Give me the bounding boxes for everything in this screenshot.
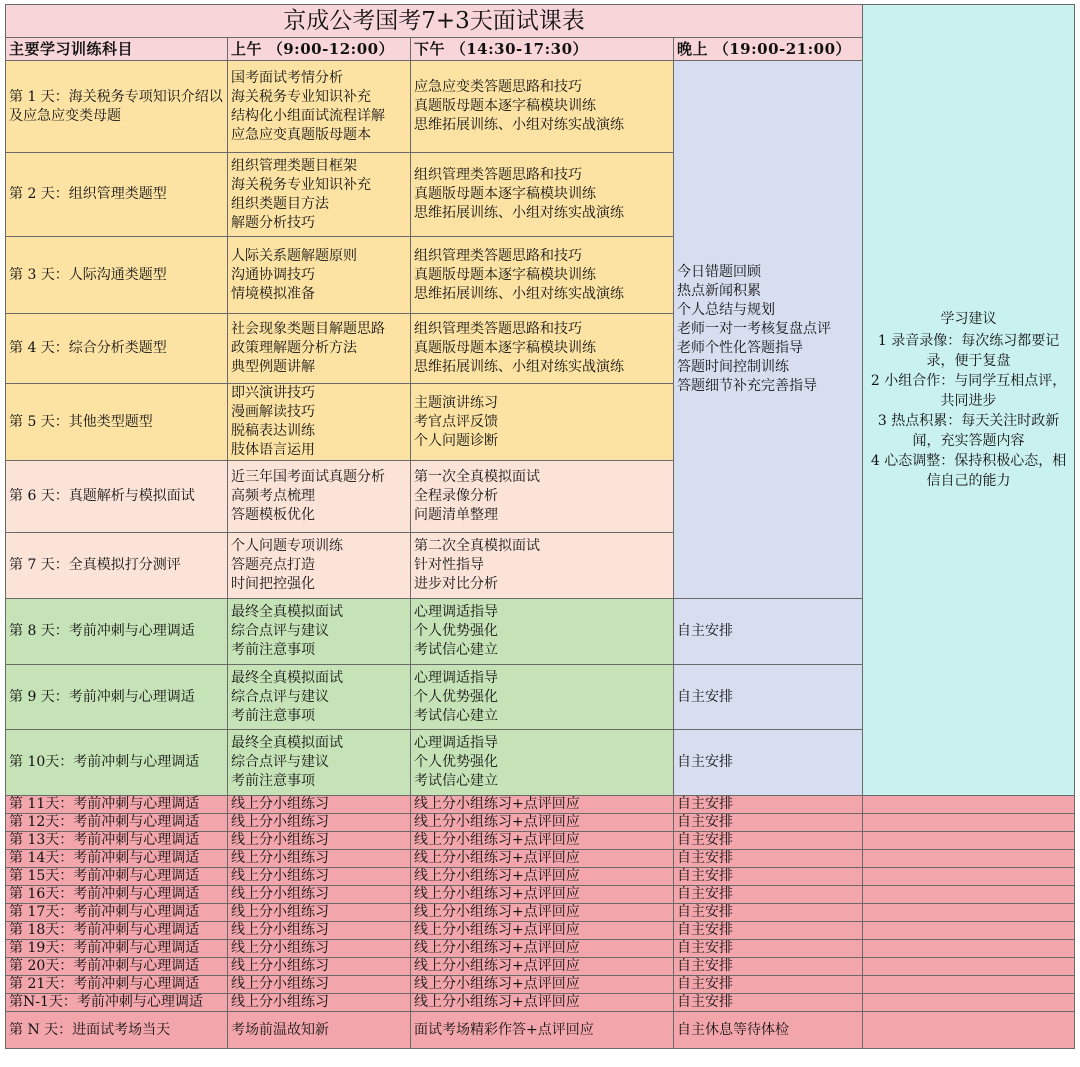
afternoon-cell-line: 心理调适指导 (414, 669, 498, 686)
evening-cell: 自主安排 (674, 665, 863, 730)
morning-cell-line: 考前注意事项 (231, 642, 315, 658)
evening-cell: 自主安排 (674, 940, 863, 958)
morning-cell-line: 人际关系题解题原则 (231, 247, 357, 264)
evening-cell: 自主休息等待体检 (674, 1012, 863, 1049)
advice-heading: 学习建议 (940, 311, 997, 327)
online-day-row (6, 922, 1075, 940)
online-day-row (6, 994, 1075, 1012)
afternoon-cell (411, 533, 674, 599)
day-subject: 第 10天：考前冲刺与心理调适 (6, 730, 228, 796)
morning-cell-line: 个人问题专项训练 (231, 538, 343, 554)
morning-cell-line: 海关税务专业知识补充 (231, 88, 371, 105)
day-cell: 第 N 天：进面试考场当天 (6, 1012, 228, 1049)
empty-cell (863, 832, 1075, 850)
morning-cell: 线上分小组练习 (228, 868, 411, 886)
morning-cell-line: 应急应变真题版母题本 (231, 126, 371, 143)
day-cell: 第 20天：考前冲刺与心理调适 (6, 958, 228, 976)
morning-cell (228, 153, 411, 237)
morning-cell-line: 解题分析技巧 (231, 214, 315, 231)
morning-cell (228, 61, 411, 153)
afternoon-cell: 线上分小组练习+点评回应 (411, 994, 674, 1012)
empty-cell (863, 958, 1075, 976)
afternoon-cell: 线上分小组练习+点评回应 (411, 832, 674, 850)
evening-cell: 自主安排 (674, 730, 863, 796)
online-day-row (6, 940, 1075, 958)
afternoon-cell-line: 针对性指导 (414, 557, 484, 573)
online-day-row (6, 976, 1075, 994)
morning-cell-line: 最终全真模拟面试 (231, 669, 343, 686)
morning-cell-line: 即兴演讲技巧 (231, 385, 315, 401)
morning-cell: 线上分小组练习 (228, 994, 411, 1012)
afternoon-cell-line: 真题版母题本逐字稿模块训练 (414, 266, 596, 283)
evening-block-line: 答题细节补充完善指导 (677, 378, 817, 394)
morning-cell-line: 答题亮点打造 (231, 557, 315, 573)
header-afternoon: 下午 （14:30-17:30） (411, 38, 674, 61)
afternoon-cell: 线上分小组练习+点评回应 (411, 922, 674, 940)
morning-cell: 线上分小组练习 (228, 922, 411, 940)
morning-cell-line: 组织类题目方法 (231, 195, 329, 212)
day-subject: 第 5 天：其他类型题型 (6, 384, 228, 461)
morning-cell-line: 政策理解题分析方法 (231, 340, 357, 356)
morning-cell-line: 漫画解读技巧 (231, 404, 315, 420)
morning-cell-line: 沟通协调技巧 (231, 266, 315, 283)
day-cell: 第 14天：考前冲刺与心理调适 (6, 850, 228, 868)
afternoon-cell: 线上分小组练习+点评回应 (411, 940, 674, 958)
morning-cell: 考场前温故知新 (228, 1012, 411, 1049)
afternoon-cell-line: 考官点评反馈 (414, 413, 498, 430)
morning-cell (228, 314, 411, 384)
empty-cell (863, 868, 1075, 886)
afternoon-cell-line: 考试信心建立 (414, 642, 498, 658)
evening-block-line: 个人总结与规划 (677, 302, 775, 318)
header-evening: 晚上 （19:00-21:00） (674, 38, 863, 61)
afternoon-cell (411, 384, 674, 461)
afternoon-cell-line: 思维拓展训练、小组对练实战演练 (414, 205, 624, 221)
empty-cell (863, 922, 1075, 940)
morning-cell: 线上分小组练习 (228, 832, 411, 850)
afternoon-cell (411, 665, 674, 730)
day-subject: 第 3 天：人际沟通类题型 (6, 237, 228, 314)
morning-cell-line: 综合点评与建议 (231, 754, 329, 770)
afternoon-cell: 线上分小组练习+点评回应 (411, 814, 674, 832)
afternoon-cell: 面试考场精彩作答+点评回应 (411, 1012, 674, 1049)
day-subject: 第 6 天：真题解析与模拟面试 (6, 461, 228, 533)
day-cell: 第 21天：考前冲刺与心理调适 (6, 976, 228, 994)
morning-cell (228, 730, 411, 796)
afternoon-cell-line: 个人问题诊断 (414, 432, 498, 449)
morning-cell: 线上分小组练习 (228, 976, 411, 994)
afternoon-cell-line: 心理调适指导 (414, 604, 498, 620)
morning-cell-line: 时间把控强化 (231, 576, 315, 592)
afternoon-cell-line: 心理调适指导 (414, 735, 498, 751)
morning-cell: 线上分小组练习 (228, 886, 411, 904)
day-subject: 第 1 天：海关税务专项知识介绍以及应急应变类母题 (6, 61, 228, 153)
afternoon-cell-line: 考试信心建立 (414, 773, 498, 789)
afternoon-cell-line: 全程录像分析 (414, 488, 498, 504)
afternoon-cell (411, 599, 674, 665)
evening-block (674, 61, 863, 599)
morning-cell-line: 海关税务专业知识补充 (231, 176, 371, 193)
online-day-row (6, 904, 1075, 922)
afternoon-cell: 线上分小组练习+点评回应 (411, 976, 674, 994)
morning-cell-line: 肢体语言运用 (231, 442, 315, 458)
day-cell: 第 18天：考前冲刺与心理调适 (6, 922, 228, 940)
morning-cell-line: 考前注意事项 (231, 707, 315, 724)
morning-cell (228, 384, 411, 461)
evening-block-line: 今日错题回顾 (677, 264, 761, 280)
day-cell: 第 12天：考前冲刺与心理调适 (6, 814, 228, 832)
day-cell: 第N-1天：考前冲刺与心理调适 (6, 994, 228, 1012)
afternoon-cell (411, 730, 674, 796)
afternoon-cell-line: 思维拓展训练、小组对练实战演练 (414, 285, 624, 302)
afternoon-cell-line: 组织管理类答题思路和技巧 (414, 321, 582, 337)
afternoon-cell: 线上分小组练习+点评回应 (411, 796, 674, 814)
afternoon-cell-line: 思维拓展训练、小组对练实战演练 (414, 117, 624, 133)
day-subject: 第 8 天：考前冲刺与心理调适 (6, 599, 228, 665)
afternoon-cell: 线上分小组练习+点评回应 (411, 958, 674, 976)
morning-cell (228, 533, 411, 599)
evening-cell: 自主安排 (674, 904, 863, 922)
afternoon-cell-line: 考试信心建立 (414, 707, 498, 724)
advice-item: 4 心态调整：保持积极心态，相信自己的能力 (870, 453, 1067, 489)
afternoon-cell-line: 个人优势强化 (414, 754, 498, 770)
day-cell: 第 19天：考前冲刺与心理调适 (6, 940, 228, 958)
evening-cell: 自主安排 (674, 599, 863, 665)
afternoon-cell-line: 进步对比分析 (414, 576, 498, 592)
morning-cell-line: 综合点评与建议 (231, 688, 329, 705)
morning-cell-line: 脱稿表达训练 (231, 423, 315, 439)
morning-cell-line: 近三年国考面试真题分析 (231, 469, 385, 485)
online-day-row (6, 886, 1075, 904)
empty-cell (863, 886, 1075, 904)
afternoon-cell-line: 思维拓展训练、小组对练实战演练 (414, 359, 624, 375)
study-advice (863, 5, 1075, 796)
morning-cell (228, 665, 411, 730)
day-cell: 第 13天：考前冲刺与心理调适 (6, 832, 228, 850)
empty-cell (863, 994, 1075, 1012)
afternoon-cell-line: 第一次全真模拟面试 (414, 469, 540, 485)
afternoon-cell: 线上分小组练习+点评回应 (411, 850, 674, 868)
morning-cell (228, 461, 411, 533)
morning-cell-line: 结构化小组面试流程详解 (231, 107, 385, 124)
day-subject: 第 4 天：综合分析类题型 (6, 314, 228, 384)
afternoon-cell-line: 真题版母题本逐字稿模块训练 (414, 340, 596, 356)
morning-cell: 线上分小组练习 (228, 940, 411, 958)
morning-cell-line: 答题模板优化 (231, 507, 315, 523)
empty-cell (863, 850, 1075, 868)
morning-cell: 线上分小组练习 (228, 904, 411, 922)
online-day-row (6, 832, 1075, 850)
header-subject: 主要学习训练科目 (6, 38, 228, 61)
evening-cell: 自主安排 (674, 796, 863, 814)
morning-cell-line: 最终全真模拟面试 (231, 604, 343, 620)
schedule-sheet (5, 4, 1075, 1049)
evening-cell: 自主安排 (674, 958, 863, 976)
sheet-title: 京成公考国考7+3天面试课表 (6, 5, 863, 38)
empty-cell (863, 976, 1075, 994)
evening-cell: 自主安排 (674, 850, 863, 868)
day-cell: 第 16天：考前冲刺与心理调适 (6, 886, 228, 904)
morning-cell: 线上分小组练习 (228, 814, 411, 832)
online-day-row (6, 796, 1075, 814)
advice-item: 1 录音录像：每次练习都要记录，便于复盘 (877, 333, 1060, 369)
afternoon-cell-line: 真题版母题本逐字稿模块训练 (414, 186, 596, 202)
empty-cell (863, 904, 1075, 922)
afternoon-cell (411, 237, 674, 314)
empty-cell (863, 796, 1075, 814)
afternoon-cell-line: 个人优势强化 (414, 688, 498, 705)
afternoon-cell-line: 问题清单整理 (414, 507, 498, 523)
evening-cell: 自主安排 (674, 922, 863, 940)
morning-cell (228, 599, 411, 665)
empty-cell (863, 940, 1075, 958)
afternoon-cell-line: 第二次全真模拟面试 (414, 538, 540, 554)
final-day-row (6, 1012, 1075, 1049)
morning-cell (228, 237, 411, 314)
afternoon-cell-line: 主题演讲练习 (414, 394, 498, 411)
afternoon-cell-line: 应急应变类答题思路和技巧 (414, 79, 582, 95)
day-cell: 第 15天：考前冲刺与心理调适 (6, 868, 228, 886)
evening-cell: 自主安排 (674, 886, 863, 904)
afternoon-cell-line: 组织管理类答题思路和技巧 (414, 247, 582, 264)
schedule-table (5, 4, 1075, 1049)
afternoon-cell-line: 个人优势强化 (414, 623, 498, 639)
empty-cell (863, 1012, 1075, 1049)
morning-cell: 线上分小组练习 (228, 958, 411, 976)
header-morning: 上午 （9:00-12:00） (228, 38, 411, 61)
afternoon-cell: 线上分小组练习+点评回应 (411, 886, 674, 904)
evening-cell: 自主安排 (674, 868, 863, 886)
afternoon-cell (411, 461, 674, 533)
evening-cell: 自主安排 (674, 832, 863, 850)
online-day-row (6, 868, 1075, 886)
morning-cell-line: 最终全真模拟面试 (231, 735, 343, 751)
evening-cell: 自主安排 (674, 976, 863, 994)
online-day-row (6, 814, 1075, 832)
morning-cell-line: 组织管理类题目框架 (231, 157, 357, 174)
evening-block-line: 热点新闻积累 (677, 283, 761, 299)
empty-cell (863, 814, 1075, 832)
afternoon-cell: 线上分小组练习+点评回应 (411, 904, 674, 922)
advice-item: 3 热点积累：每天关注时政新闻，充实答题内容 (877, 413, 1060, 449)
evening-cell: 自主安排 (674, 994, 863, 1012)
evening-block-line: 老师个性化答题指导 (677, 340, 803, 356)
afternoon-cell-line: 组织管理类答题思路和技巧 (414, 167, 582, 183)
evening-block-line: 老师一对一考核复盘点评 (677, 321, 831, 337)
day-subject: 第 7 天：全真模拟打分测评 (6, 533, 228, 599)
morning-cell: 线上分小组练习 (228, 796, 411, 814)
evening-block-line: 答题时间控制训练 (677, 359, 789, 375)
day-cell: 第 17天：考前冲刺与心理调适 (6, 904, 228, 922)
afternoon-cell (411, 61, 674, 153)
morning-cell-line: 考前注意事项 (231, 773, 315, 789)
morning-cell-line: 高频考点梳理 (231, 488, 315, 504)
online-day-row (6, 850, 1075, 868)
day-subject: 第 9 天：考前冲刺与心理调适 (6, 665, 228, 730)
afternoon-cell (411, 153, 674, 237)
morning-cell-line: 国考面试考情分析 (231, 69, 343, 86)
advice-item: 2 小组合作：与同学互相点评，共同进步 (870, 373, 1067, 409)
morning-cell: 线上分小组练习 (228, 850, 411, 868)
day-subject: 第 2 天：组织管理类题型 (6, 153, 228, 237)
morning-cell-line: 情境模拟准备 (231, 285, 315, 302)
afternoon-cell-line: 真题版母题本逐字稿模块训练 (414, 98, 596, 114)
day-cell: 第 11天：考前冲刺与心理调适 (6, 796, 228, 814)
afternoon-cell: 线上分小组练习+点评回应 (411, 868, 674, 886)
morning-cell-line: 社会现象类题目解题思路 (231, 321, 385, 337)
evening-cell: 自主安排 (674, 814, 863, 832)
morning-cell-line: 典型例题讲解 (231, 359, 315, 375)
afternoon-cell (411, 314, 674, 384)
online-day-row (6, 958, 1075, 976)
morning-cell-line: 综合点评与建议 (231, 623, 329, 639)
